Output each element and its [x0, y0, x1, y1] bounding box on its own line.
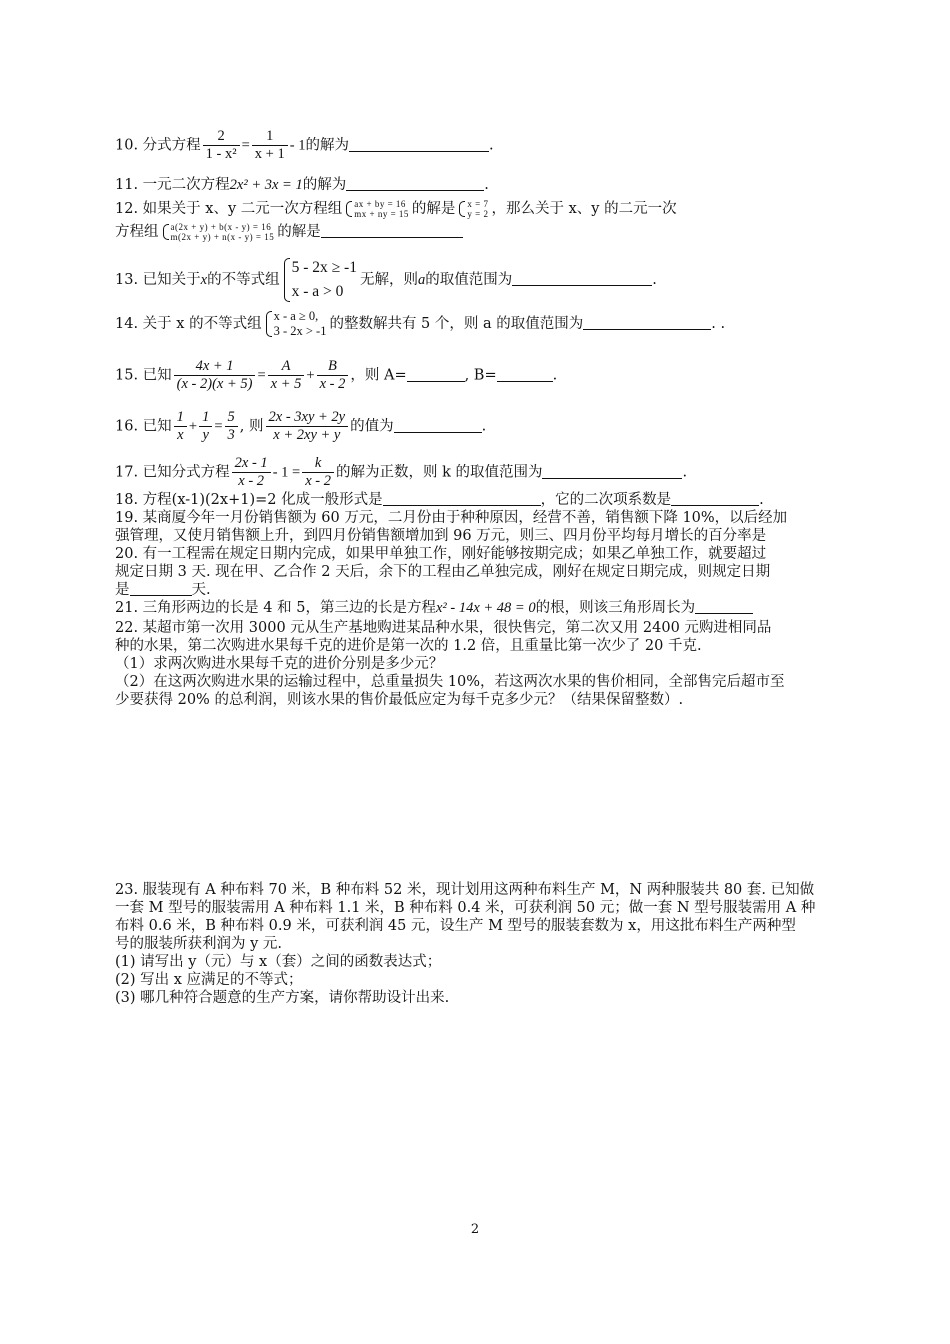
- q15-lhs-fraction: [174, 358, 256, 393]
- question-23-line-1: 23. 服装现有 A 种布料 70 米，B 种布料 52 米，现计划用这两种布料生产 M，N 两种服装共 80 套. 已知做: [115, 882, 815, 898]
- q20-answer-blank[interactable]: [130, 581, 192, 596]
- q12-line1-suffix: ，那么关于 x、y 的二元一次: [491, 201, 677, 217]
- q12-sys1-eq-b: mx + ny = 15: [354, 209, 409, 219]
- q15-b-fraction: [317, 358, 349, 393]
- q10-rhs-num: 1: [266, 128, 274, 144]
- question-21: [115, 599, 753, 617]
- q18-coefficient-blank[interactable]: [671, 491, 759, 506]
- question-22-part-2-line-2: 少要获得 20% 的总利润，则该水果的售价最低应定为每千克多少元？（结果保留整数）.: [115, 692, 684, 708]
- q16-answer-blank[interactable]: [394, 418, 482, 433]
- q17-end: .: [682, 464, 688, 481]
- q15-a-den: x + 5: [268, 375, 305, 393]
- q13-prefix: 13. 已知关于: [115, 272, 201, 288]
- question-22-part-1: （1）求两次购进水果每千克的进价分别是多少元？: [115, 656, 444, 672]
- q16-f3: [225, 409, 238, 444]
- question-13: [115, 256, 657, 304]
- q10-rhs-den: x + 1: [252, 145, 288, 163]
- q15-lhs-num: 4x + 1: [195, 358, 234, 374]
- q21-answer-blank[interactable]: [695, 599, 753, 614]
- q20-line3-prefix: 是: [115, 582, 130, 598]
- question-12-line-1: [115, 199, 677, 219]
- q15-end: .: [552, 367, 558, 384]
- q15-b-blank[interactable]: [497, 367, 553, 382]
- q10-rhs-tail: - 1: [289, 137, 306, 154]
- q12-sys2-eq-a: a(2x + y) + b(x - y) = 16: [170, 222, 272, 232]
- q16-f4-num: 2x - 3xy + 2y: [268, 409, 346, 425]
- q14-suffix: 的整数解共有 5 个，则 a 的取值范围为: [329, 316, 584, 332]
- q16-mid: , 则: [239, 418, 264, 435]
- q17-lhs-fraction: [232, 455, 271, 490]
- q12-sys2-eq-b: m(2x + y) + n(x - y) = 15: [170, 232, 275, 242]
- q16-f2-num: 1: [202, 409, 210, 425]
- q15-a-blank[interactable]: [407, 367, 465, 382]
- question-20-line-1: 20. 有一工程需在规定日期内完成，如果甲单独工作，刚好能够按期完成；如果乙单独工作，就要超过: [115, 546, 767, 562]
- q14-prefix: 14. 关于 x 的不等式组: [115, 316, 262, 332]
- q12-sol-a: x = 7: [467, 199, 489, 209]
- q15-b-den: x - 2: [317, 375, 349, 393]
- q17-rhs-fraction: [302, 455, 334, 490]
- q16-plus: +: [188, 418, 198, 435]
- question-17: [115, 455, 687, 490]
- page-number: 2: [470, 1222, 480, 1237]
- q10-suffix: 的解为: [305, 137, 349, 154]
- q13-suffix2: 的取值范围为: [425, 272, 513, 288]
- q10-lhs-den: 1 - x²: [203, 145, 240, 163]
- q17-lhs-den: x - 2: [232, 472, 271, 490]
- q20-line3-suffix: 天.: [191, 582, 211, 598]
- q12-system-1: [345, 199, 409, 219]
- q11-prefix: 11. 一元二次方程: [115, 177, 230, 193]
- q15-suffix: ，则 A=: [350, 367, 407, 384]
- q17-rhs-den: x - 2: [302, 472, 334, 490]
- q11-equation: 2x² + 3x = 1: [229, 177, 303, 193]
- q12-system-2: [162, 222, 275, 242]
- q16-f4-den: x + 2xy + y: [266, 426, 349, 444]
- q15-b-num: B: [328, 358, 337, 374]
- q11-answer-blank[interactable]: [346, 176, 484, 191]
- q15-b-label: , B=: [464, 367, 497, 384]
- q13-answer-blank[interactable]: [512, 271, 652, 286]
- question-19-line-1: 19. 某商厦今年一月份销售额为 60 万元，二月份由于种种原因，经营不善，销售额下降 10%，以后经加: [115, 510, 788, 526]
- q16-f1-num: 1: [176, 409, 184, 425]
- q16-f3-den: 3: [225, 426, 238, 444]
- q10-lhs-fraction: [203, 128, 240, 163]
- q16-f3-num: 5: [227, 409, 235, 425]
- q18-end: .: [759, 492, 764, 508]
- q14-answer-blank[interactable]: [583, 315, 711, 330]
- q12-answer-blank[interactable]: [321, 223, 463, 238]
- q18-prefix: 18. 方程(x-1)(2x+1)=2 化成一般形式是: [115, 492, 383, 508]
- question-18: [115, 491, 764, 509]
- q13-mid: 的不等式组: [207, 272, 280, 288]
- q11-suffix: 的解为: [302, 177, 347, 193]
- q16-eq: =: [214, 418, 223, 435]
- q13-system: [283, 256, 357, 304]
- q12-sys1-eq-a: ax + by = 16: [354, 199, 406, 209]
- q13-ineq-b: x - a > 0: [291, 283, 344, 300]
- q21-equation: x² - 14x + 48 = 0: [435, 600, 536, 616]
- q16-f1-den: x: [174, 426, 187, 444]
- q12-prefix: 12. 如果关于 x、y 二元一次方程组: [115, 201, 343, 217]
- q16-f1: [174, 409, 187, 444]
- q10-eq: =: [241, 137, 250, 154]
- q13-ineq-a: 5 - 2x ≥ -1: [291, 259, 357, 276]
- q10-prefix: 10. 分式方程: [115, 137, 201, 154]
- q10-end: .: [488, 137, 494, 154]
- q14-ineq-a: x - a ≥ 0,: [273, 309, 319, 323]
- q15-a-num: A: [281, 358, 291, 374]
- q21-prefix: 21. 三角形两边的长是 4 和 5，第三边的长是方程: [115, 600, 436, 616]
- q15-plus: +: [306, 367, 315, 384]
- question-20-line-2: 规定日期 3 天. 现在甲、乙合作 2 天后，余下的工程由乙单独完成，刚好在规定日期完成，则规定日期: [115, 564, 771, 580]
- q13-end: .: [652, 272, 657, 288]
- question-23-part-1: (1) 请写出 y（元）与 x（套）之间的函数表达式；: [115, 954, 442, 970]
- q16-suffix: 的值为: [350, 418, 394, 435]
- q10-answer-blank[interactable]: [349, 137, 489, 152]
- q13-var-a: a: [417, 272, 426, 288]
- q21-suffix: 的根，则该三角形周长为: [535, 600, 696, 616]
- question-10: [115, 128, 494, 163]
- question-23-line-2: 一套 M 型号的服装需用 A 种布料 1.1 米，B 种布料 0.4 米，可获利润 50 元；做一套 N 型号服装需用 A 种: [115, 900, 816, 916]
- question-23-line-3: 布料 0.6 米，B 种布料 0.9 米，可获利润 45 元，设生产 M 型号的服装套数为 x，用这批布料生产两种型: [115, 918, 796, 934]
- q11-end: .: [484, 177, 489, 193]
- q12-line2-prefix: 方程组: [115, 224, 159, 240]
- question-16: [115, 409, 486, 444]
- q13-suffix1: 无解，则: [359, 272, 418, 288]
- question-19-line-2: 强管理，又使月销售额上升，到四月份销售额增加到 96 万元，则三、四月份平均每月增长的百分率是: [115, 528, 767, 544]
- q14-end: . .: [711, 316, 726, 332]
- q16-f2-den: y: [199, 426, 212, 444]
- q17-prefix: 17. 已知分式方程: [115, 464, 230, 481]
- question-23-part-3: (3) 哪几种符合题意的生产方案，请你帮助设计出来.: [115, 990, 450, 1006]
- question-11: [115, 176, 489, 194]
- q17-mid: - 1 =: [272, 464, 301, 481]
- q12-line2-suffix: 的解是: [277, 224, 321, 240]
- question-15: [115, 358, 557, 393]
- q10-lhs-num: 2: [217, 128, 225, 144]
- q17-suffix: 的解为正数，则 k 的取值范围为: [335, 464, 543, 481]
- q12-sol-b: y = 2: [467, 209, 489, 219]
- q15-eq: =: [257, 367, 266, 384]
- q17-lhs-num: 2x - 1: [234, 455, 268, 471]
- q16-f2: [199, 409, 212, 444]
- question-23-part-2: (2) 写出 x 应满足的不等式；: [115, 972, 303, 988]
- question-12-line-2: [115, 222, 463, 242]
- q17-rhs-num: k: [314, 455, 322, 471]
- question-23-line-4: 号的服装所获利润为 y 元.: [115, 936, 283, 952]
- q16-prefix: 16. 已知: [115, 418, 172, 435]
- q15-a-fraction: [268, 358, 305, 393]
- q13-var-x: x: [200, 272, 208, 288]
- question-14: [115, 309, 725, 339]
- q18-mid: ，它的二次项系数是: [540, 492, 672, 508]
- q14-ineq-b: 3 - 2x > -1: [273, 324, 327, 338]
- q12-mid: 的解是: [411, 201, 456, 217]
- q12-solution: [458, 199, 488, 219]
- question-20-line-3: [115, 581, 211, 599]
- q14-system: [265, 309, 327, 339]
- q10-rhs-fraction: [252, 128, 288, 163]
- question-22-part-2-line-1: （2）在这两次购进水果的运输过程中，总重量损失 10%，若这两次水果的售价相同，全部售完后超市至: [115, 674, 785, 690]
- q17-answer-blank[interactable]: [542, 464, 682, 479]
- question-22-line-2: 种的水果，第二次购进水果每千克的进价是第一次的 1.2 倍，且重量比第一次少了 20 千克.: [115, 638, 702, 654]
- q18-general-form-blank[interactable]: [383, 491, 541, 506]
- q15-lhs-den: (x - 2)(x + 5): [174, 375, 256, 393]
- q16-f4: [266, 409, 349, 444]
- question-22-line-1: 22. 某超市第一次用 3000 元从生产基地购进某品种水果，很快售完，第二次又用 2400 元购进相同品: [115, 620, 772, 636]
- q15-prefix: 15. 已知: [115, 367, 172, 384]
- q16-end: .: [481, 418, 487, 435]
